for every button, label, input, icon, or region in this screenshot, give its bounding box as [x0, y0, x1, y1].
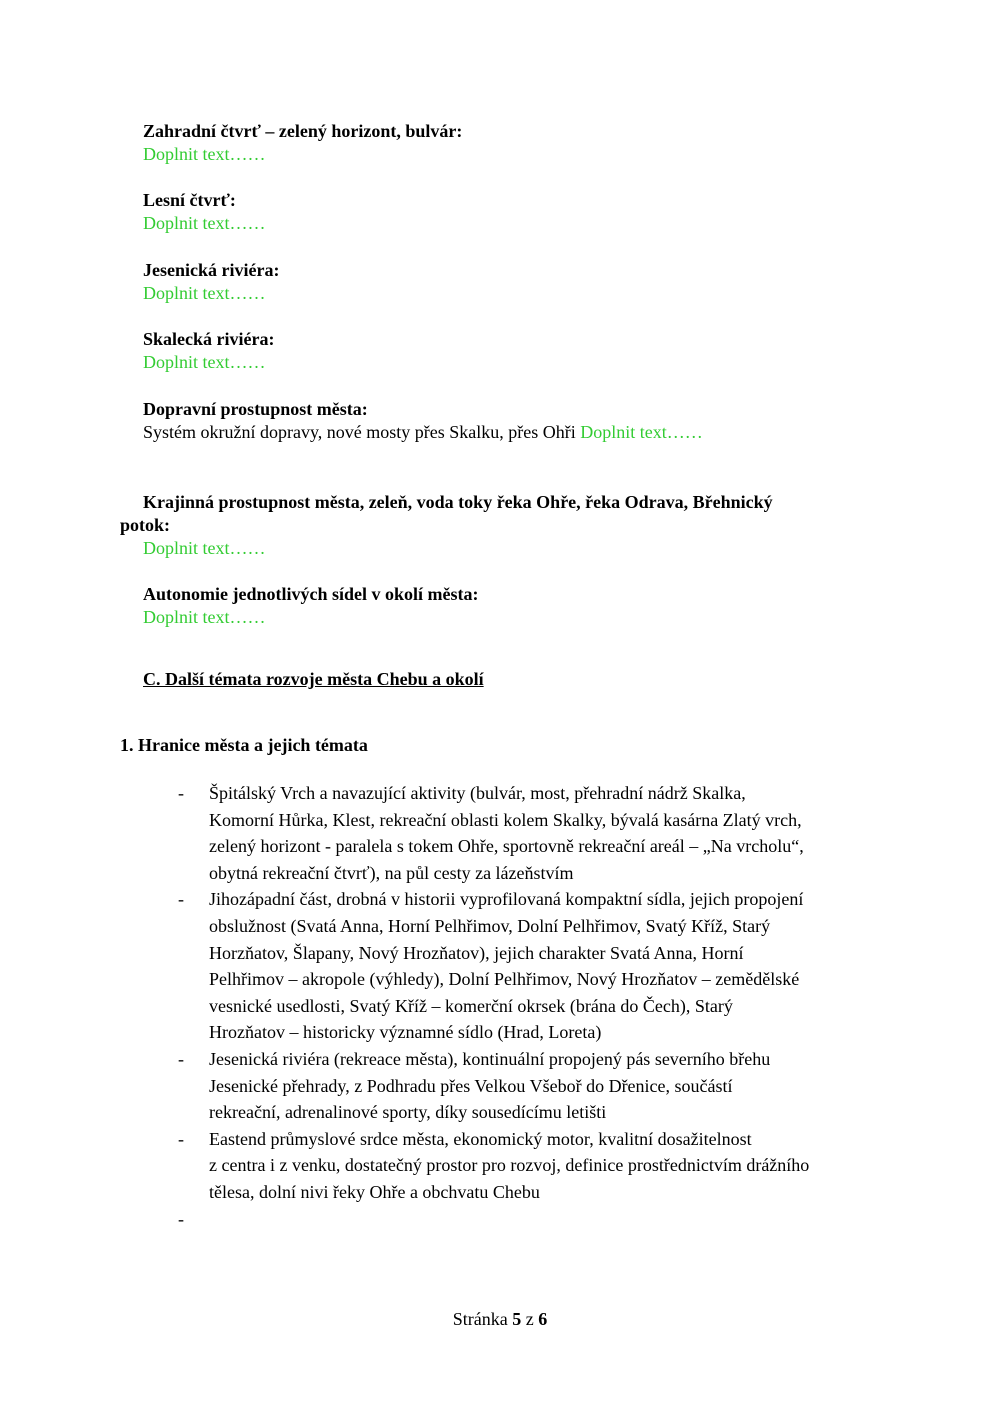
block-autonomie	[143, 583, 903, 629]
block-heading: Autonomie jednotlivých sídel v okolí města:	[143, 584, 479, 604]
block-heading: Dopravní prostupnost města:	[143, 399, 368, 419]
block-heading-line2: potok:	[120, 515, 171, 535]
section-subtitle: 1. Hranice města a jejich témata	[120, 735, 368, 755]
list-item	[178, 1046, 898, 1126]
block-heading: Zahradní čtvrť – zelený horizont, bulvár:	[143, 121, 463, 141]
block-zahradni-ctvrt	[143, 120, 903, 166]
footer-page-number: 5	[512, 1309, 522, 1329]
list-item-line: Eastend průmyslové srdce města, ekonomický motor, kvalitní dosažitelnost	[209, 1128, 752, 1149]
list-item-line: Jesenická riviéra (rekreace města), kontinuální propojený pás severního břehu	[209, 1048, 771, 1069]
placeholder-text: Doplnit text……	[143, 352, 266, 372]
list-item	[178, 780, 898, 886]
list-item-line: Hrozňatov – historicky významné sídlo (Hrad, Loreta)	[209, 1022, 602, 1043]
list-item-line: Jesenické přehrady, z Podhradu přes Velkou Všeboř do Dřenice, součástí	[209, 1075, 733, 1096]
placeholder-text: Doplnit text……	[143, 607, 266, 627]
list-item-line: Pelhřimov – akropole (výhledy), Dolní Pelhřimov, Nový Hrozňatov – zemědělské	[209, 969, 800, 990]
list-item	[178, 886, 898, 1046]
bullet-dash: -	[178, 783, 184, 803]
list-item-empty	[178, 1206, 898, 1233]
block-krajinna-prostupnost	[143, 491, 903, 514]
list-item-line: tělesa, dolní nivi řeky Ohře a obchvatu Chebu	[209, 1181, 540, 1202]
block-skalecka-riviera	[143, 328, 903, 374]
placeholder-text: Doplnit text……	[143, 144, 266, 164]
list-item-line: zelený horizont - paralela s tokem Ohře, sportovně rekreační areál – „Na vrcholu“,	[209, 836, 804, 857]
block-krajinna-text	[143, 537, 903, 560]
placeholder-text: Doplnit text……	[143, 283, 266, 303]
list-item-line: Špitálský Vrch a navazující aktivity (bulvár, most, přehradní nádrž Skalka,	[209, 783, 746, 803]
page-footer	[0, 1308, 1000, 1331]
placeholder-text: Doplnit text……	[143, 213, 266, 233]
list-item	[178, 1126, 898, 1206]
block-text	[143, 421, 903, 444]
block-heading: Jesenická riviéra:	[143, 260, 280, 280]
block-jesenicka-riviera	[143, 259, 903, 305]
doprava-text: Systém okružní dopravy, nové mosty přes Skalku, přes Ohři	[143, 422, 576, 442]
footer-total-pages: 6	[538, 1309, 548, 1329]
footer-middle: z	[525, 1309, 534, 1329]
list-item-line: vesnické usedlosti, Svatý Kříž – komerční okrsek (brána do Čech), Starý	[209, 995, 733, 1016]
block-lesni-ctvrt	[143, 189, 903, 235]
block-heading: Lesní čtvrť:	[143, 190, 236, 210]
block-krajinna-prostupnost-cont	[120, 514, 880, 537]
list-item-line: Jihozápadní část, drobná v historii vyprofilovaná kompaktní sídla, jejich propojení	[209, 889, 804, 910]
footer-prefix: Stránka	[452, 1309, 508, 1329]
list-item-line: Horzňatov, Šlapany, Nový Hrozňatov), jejich charakter Svatá Anna, Horní	[209, 942, 744, 963]
block-heading-line1: Krajinná prostupnost města, zeleň, voda toky řeka Ohře, řeka Odrava, Břehnický	[143, 492, 773, 512]
block-dopravni-prostupnost	[143, 398, 903, 444]
list-item-line: rekreační, adrenalinové sporty, díky sousedícímu letišti	[209, 1102, 607, 1123]
section-title: C. Další témata rozvoje města Chebu a okolí	[143, 669, 484, 689]
bullet-dash: -	[178, 1208, 184, 1229]
list-item-line: obslužnost (Svatá Anna, Horní Pelhřimov, Dolní Pelhřimov, Svatý Kříž, Starý	[209, 915, 771, 936]
placeholder-text: Doplnit text……	[580, 422, 703, 442]
list-item-line: Komorní Hůrka, Klest, rekreační oblasti kolem Skalky, bývalá kasárna Zlatý vrch,	[209, 809, 802, 830]
list-item-line: obytná rekreační čtvrť), na půl cesty za lázeňstvím	[209, 862, 574, 883]
list-item-line: z centra i z venku, dostatečný prostor pro rozvoj, definice prostřednictvím drážního	[209, 1155, 810, 1176]
bullet-dash: -	[178, 1048, 184, 1069]
bullet-dash: -	[178, 889, 184, 910]
block-heading: Skalecká riviéra:	[143, 329, 275, 349]
placeholder-text: Doplnit text……	[143, 538, 266, 558]
bullet-list	[178, 780, 898, 1232]
bullet-dash: -	[178, 1128, 184, 1149]
